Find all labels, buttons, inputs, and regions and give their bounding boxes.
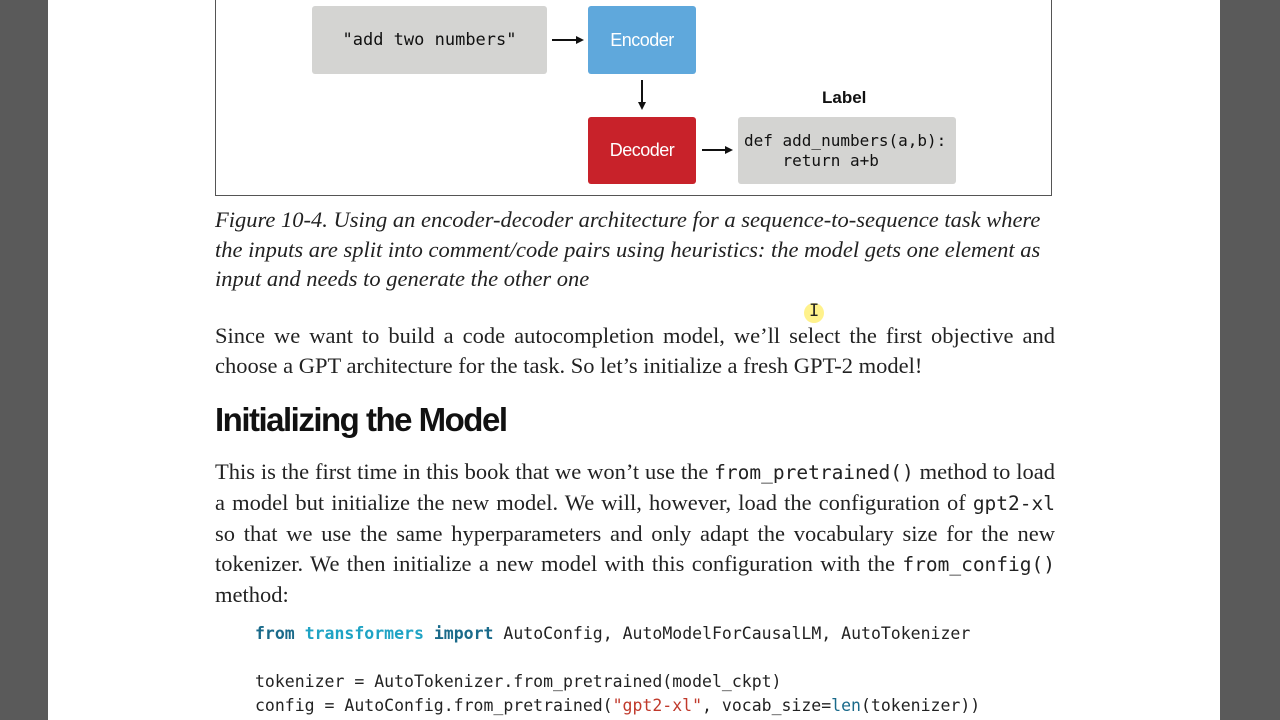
label-code: def add_numbers(a,b): return a+b — [744, 130, 947, 170]
code-line-3-post: (tokenizer)) — [860, 696, 981, 715]
code-line-2: tokenizer = AutoTokenizer.from_pretrained(model_ckpt) — [255, 672, 782, 691]
code-import-list: AutoConfig, AutoModelForCausalLM, AutoTokenizer — [503, 624, 971, 643]
encoder-label: Encoder — [610, 29, 674, 50]
code-line-3 — [255, 696, 980, 715]
paragraph-init — [215, 457, 1055, 610]
inline-code-from-config: from_config() — [902, 553, 1055, 576]
para2-text-4: method: — [215, 582, 289, 607]
figure-caption: Figure 10-4. Using an encoder-decoder architecture for a sequence-to-sequence task where the inputs are split into comment/code pairs using heuristics: the model gets one element as input and needs to generate the other one — [215, 207, 1041, 291]
code-keyword-from: from — [255, 624, 295, 643]
para2-text-3: so that we use the same hyperparameters and only adapt the vocabulary size for the new tokenizer. We then initialize a new model with this configuration with the — [215, 521, 1055, 576]
input-text: "add two numbers" — [342, 30, 517, 50]
para2-text-1: This is the first time in this book that we won’t use the — [215, 459, 715, 484]
code-line-3-mid: , vocab_size= — [702, 696, 832, 715]
inline-code-gpt2-xl: gpt2-xl — [972, 492, 1055, 515]
para2-text-2: method to load a model but initialize the new model. We will, however, load the configuration of — [215, 459, 1056, 515]
decoder-label: Decoder — [609, 140, 675, 160]
section-heading: Initializing the Model — [215, 401, 507, 438]
inline-code-from-pretrained: from_pretrained() — [714, 461, 914, 484]
text-cursor-icon: I — [809, 301, 820, 321]
code-module-name: transformers — [304, 624, 424, 643]
code-line-3-pre: config = AutoConfig.from_pretrained( — [255, 696, 613, 715]
code-line-1 — [255, 624, 970, 643]
code-block — [255, 622, 980, 718]
code-keyword-import: import — [433, 624, 494, 643]
code-string: "gpt2-xl" — [612, 696, 703, 715]
code-builtin-len: len — [831, 696, 861, 715]
label-title: Label — [822, 88, 867, 107]
paragraph-objective: Since we want to build a code autocompletion model, we’ll select the first objective and choose a GPT architecture for the task. So let’s initialize a fresh GPT-2 model! — [215, 323, 1055, 378]
